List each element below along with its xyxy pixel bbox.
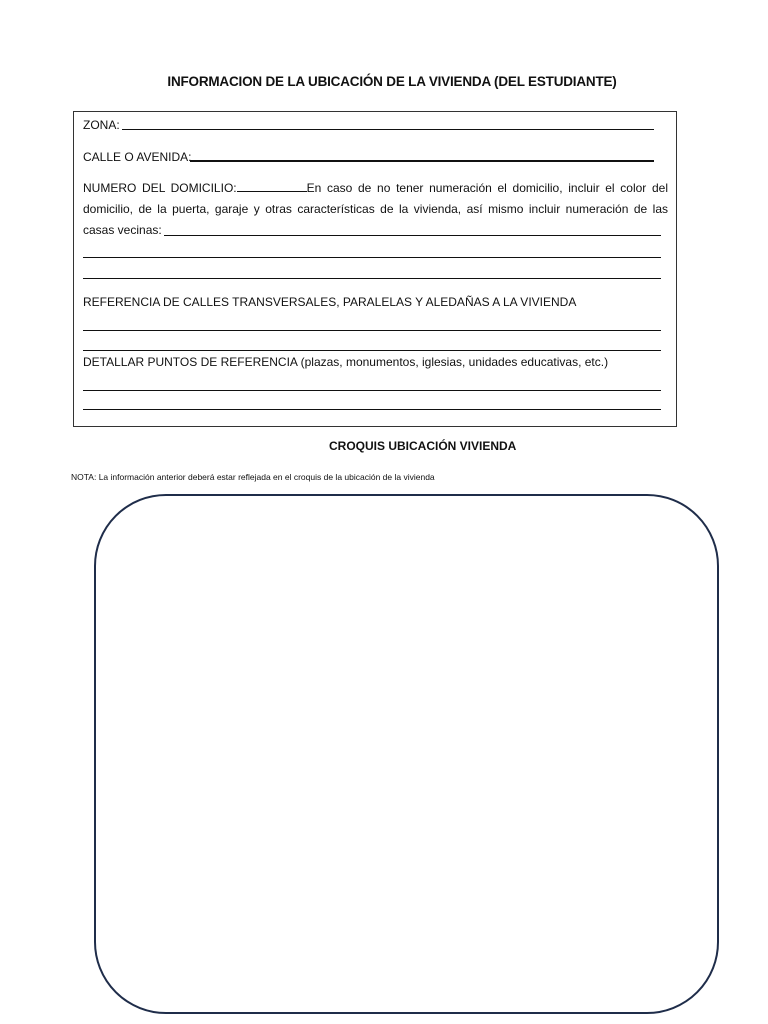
location-form bbox=[73, 111, 677, 427]
nota-text: NOTA: La información anterior deberá estar reflejada en el croquis de la ubicación de la vivienda bbox=[71, 472, 435, 482]
croquis-title: CROQUIS UBICACIÓN VIVIENDA bbox=[329, 439, 517, 453]
puntos-referencia-line-2[interactable] bbox=[83, 409, 661, 410]
referencia-calles-line-1[interactable] bbox=[83, 330, 661, 331]
description-line-2[interactable] bbox=[83, 278, 661, 279]
numero-paragraph bbox=[83, 178, 668, 241]
numero-instructions: En caso de no tener numeración el domicilio, incluir el color del domicilio, de la puerta, garaje y otras características de la vivienda, así mismo incluir numeración de las casas vecinas: bbox=[83, 181, 668, 237]
page-title: INFORMACION DE LA UBICACIÓN DE LA VIVIENDA (DEL ESTUDIANTE) bbox=[167, 74, 617, 89]
description-line-1[interactable] bbox=[83, 257, 661, 258]
referencia-calles-label: REFERENCIA DE CALLES TRANSVERSALES, PARALELAS Y ALEDAÑAS A LA VIVIENDA bbox=[83, 295, 577, 309]
calle-label: CALLE O AVENIDA: bbox=[83, 150, 192, 164]
calle-field[interactable] bbox=[190, 160, 654, 162]
zona-label: ZONA: bbox=[83, 118, 120, 132]
zona-field[interactable] bbox=[122, 129, 654, 130]
numero-label: NUMERO DEL DOMICILIO: bbox=[83, 181, 237, 195]
numero-field[interactable] bbox=[237, 179, 307, 192]
casas-vecinas-field[interactable] bbox=[164, 235, 661, 236]
croquis-drawing-area[interactable] bbox=[94, 494, 719, 1014]
puntos-referencia-label: DETALLAR PUNTOS DE REFERENCIA (plazas, monumentos, iglesias, unidades educativas, etc.) bbox=[83, 355, 609, 369]
referencia-calles-line-2[interactable] bbox=[83, 350, 661, 351]
puntos-referencia-line-1[interactable] bbox=[83, 390, 661, 391]
